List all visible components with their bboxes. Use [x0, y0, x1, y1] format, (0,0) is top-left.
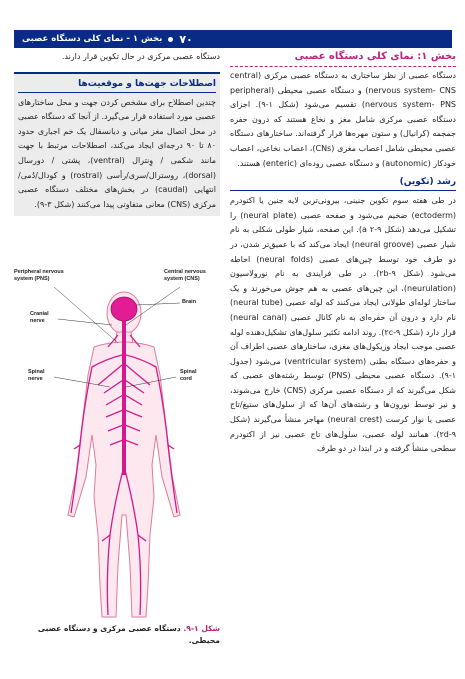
terms-box-paragraph: چندین اصطلاح برای مشخص کردن جهت و محل ساختارهای عصبی مورد استفاده قرار می‌گیرد. از آنجا که دستگاه عصبی در محل اتصال مغز میانی و دیانسفال یک خم اجباری حدود ۸۰ تا ۹۰ درجه‌ای ایجاد می‌کند، اصطلاحات مرتبط با جهت مانند شکمی / وِنترال (ventral)، پشتی / دورسال (dorsal)، روسترال/سری/رأسی (rostral) و کودال/دُمی/انتهایی (caudal) در بخش‌های مختلف دستگاه عصبی مرکزی (CNS) معانی متفاوتی پیدا می‌کنند (شکل ۳-۹).: [18, 97, 217, 209]
page-header: [14, 30, 452, 48]
right-column: [230, 50, 456, 457]
label-cns: Central nervous system (CNS): [164, 269, 206, 282]
nervous-system-figure: [14, 265, 220, 625]
label-spinal-cord: Spinal cord: [180, 369, 197, 382]
caption-number: شکل ۱-۹.: [183, 624, 220, 633]
left-top-line: دستگاه عصبی مرکزی در حال تکوین قرار دارند.: [61, 52, 220, 61]
intro-paragraph: دستگاه عصبی از نظر ساختاری به دستگاه عصبی مرکزی (central nervous system- CNS) و دستگاه عصبی محیطی (peripheral nervous system- PNS) تقسیم می‌شود (شکل ۱-۹). اجزای دستگاه عصبی مرکزی شامل مغز و نخاع هستند که درون حفره جمجمه (کرانیال) و ستون مهره‌ها قرار گرفته‌اند. ساختارهای دستگاه عصبی محیطی شامل اعصاب مغزی (CNs)، اعصاب نخاعی، اعصاب خودکار (autonomic) و دستگاه عصبی روده‌ای (enteric) هستند.: [230, 71, 457, 168]
growth-paragraph: در طی هفته سوم تکوین جنینی، بیرونی‌ترین لایه جنین یا اکتودرم (ectoderm) ضخیم می‌شود و صفحه عصبی (neural plate) را تشکیل می‌دهد (شکل a ۲-۹). این صفحه، شیار طولی شکلی به نام شیار عصبی (neural groove) ایجاد می‌کند که با عمیق‌تر شدن، در دو طرف خود توسط چین‌های عصبی (neural folds) احاطه می‌شود (شکل ۲b-۹). در طی فرایندی به نام نورولاسیون (neurulation)، این چین‌های عصبی به هم جوش می‌خورند و یک ساختار لوله‌ای طولانی ایجاد می‌کنند که لوله عصبی (neural tube) نام دارد و درون آن حفره‌ای به نام کانال عصبی (neural canal) قرار دارد (شکل ۲c-۹). روند ادامه تکثیر سلول‌های تشکیل‌دهنده لوله عصبی موجب ایجاد وزیکول‌های مغزی، ساختارهای عصبی اطراف آن و حفره‌های دستگاه بطنی (ventricular system) می‌شود (جدول ۱-۹). دستگاه عصبی محیطی (PNS) توسط رشته‌های عصبی که شکل می‌گیرند که از دستگاه عصبی مرکزی (CNS) خارج می‌شوند، و نیز توسط نورون‌ها و رشته‌های آن‌ها که از سلول‌های ستیغ/تاج عصبی یا نوار کرست (neural crest) مهاجر منشأ می‌گیرند (شکل ۲d-۹). همانند لوله عصبی، سلول‌های تاج عصبی نیز از اکتودرم سطحی منشأ گرفته و در ابتدا در دو طرف: [230, 196, 457, 454]
label-pns: Peripheral nervous system (PNS): [14, 269, 64, 282]
chapter-title: بخش ۱ - نمای کلی دستگاه عصبی: [22, 34, 163, 44]
left-column: [14, 50, 220, 216]
label-brain: Brain: [182, 299, 197, 305]
page-number: ۷۰: [179, 32, 193, 46]
label-spinal-nerve: Spinal nerve: [28, 369, 45, 382]
terms-box-title: اصطلاحات جهت‌ها و موقعیت‌ها: [18, 77, 216, 93]
caption-text: دستگاه عصبی مرکزی و دستگاه عصبی محیطی.: [37, 624, 220, 645]
label-cranial-nerve: Cranial nerve: [30, 311, 49, 324]
bullet-dot-icon: [168, 37, 173, 42]
figure-caption: [14, 623, 220, 647]
terms-box: [14, 72, 220, 217]
section-title: بخش ۱: نمای کلی دستگاه عصبی: [230, 50, 456, 67]
growth-title: رشد (تکوین): [230, 175, 456, 191]
